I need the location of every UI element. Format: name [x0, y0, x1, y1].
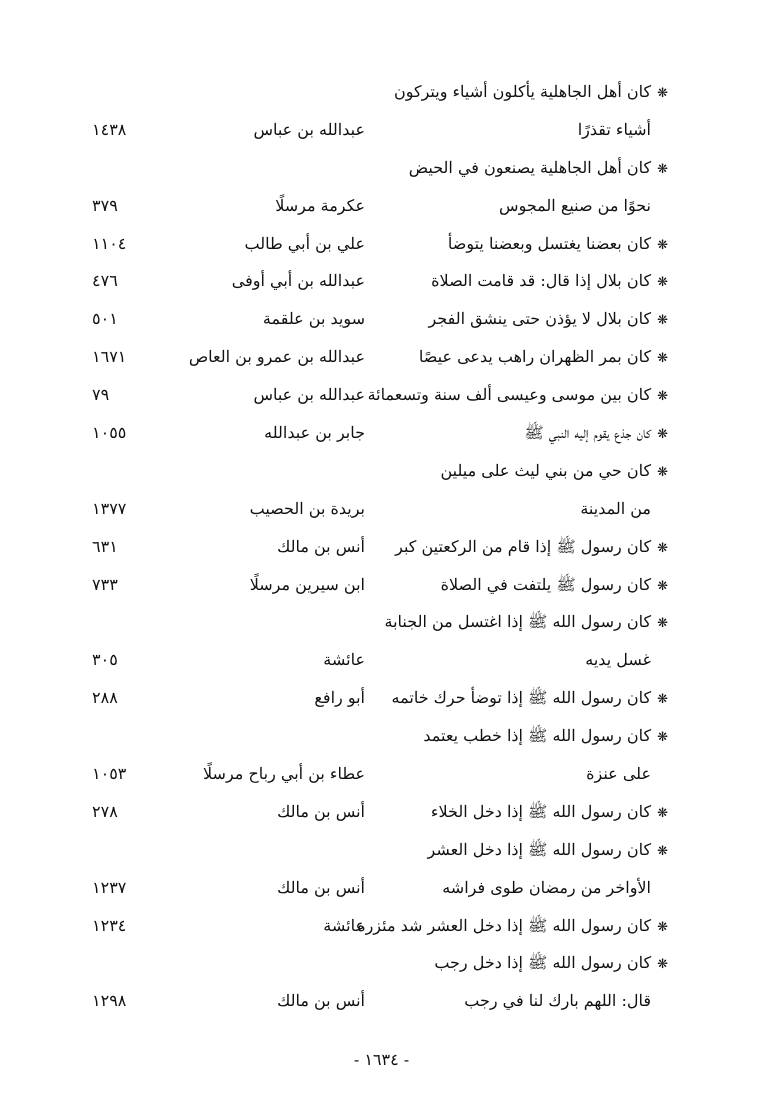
hadith-number: ١٢٣٤ — [92, 915, 127, 935]
index-entry — [0, 793, 763, 831]
hadith-number: ٥٠١ — [92, 309, 118, 329]
narrator: أنس بن مالك — [277, 991, 365, 1011]
hadith-number: ١٦٧١ — [92, 347, 127, 367]
hadith-number: ٣٠٥ — [92, 650, 118, 670]
hadith-number: ٢٨٨ — [92, 688, 118, 708]
narrator: عبدالله بن أبي أوفى — [231, 271, 365, 291]
hadith-index-list — [0, 73, 763, 1020]
entry-marker-icon: ❋ — [657, 464, 668, 480]
hadith-number: ٧٣٣ — [92, 574, 118, 594]
narrator: أنس بن مالك — [277, 536, 365, 556]
index-entry — [0, 944, 763, 982]
hadith-text: ❋كان بمر الظهران راهب يدعى عيصًا — [418, 347, 668, 367]
hadith-number: ٤٧٦ — [92, 271, 118, 291]
entry-marker-icon: ❋ — [657, 957, 668, 973]
narrator: أنس بن مالك — [277, 877, 365, 897]
hadith-text: ❋كان حي من بني ليث على ميلين — [440, 460, 668, 480]
index-entry — [0, 755, 763, 793]
index-entry — [0, 262, 763, 300]
hadith-text: الأواخر من رمضان طوى فراشه — [442, 877, 651, 897]
page-number: - ١٦٣٤ - — [353, 1050, 410, 1069]
hadith-number: ١٠٥٥ — [92, 423, 127, 443]
hadith-text: أشياء تقذرًا — [577, 119, 651, 139]
entry-marker-icon: ❋ — [657, 843, 668, 859]
index-entry — [0, 225, 763, 263]
entry-marker-icon: ❋ — [657, 351, 668, 367]
hadith-number: ١٢٣٧ — [92, 877, 127, 897]
index-entry — [0, 907, 763, 945]
hadith-text: ❋كان بلال إذا قال: قد قامت الصلاة — [431, 271, 668, 291]
index-entry — [0, 73, 763, 111]
index-entry — [0, 869, 763, 907]
hadith-text: ❋كان أهل الجاهلية يأكلون أشياء ويتركون — [393, 82, 668, 101]
narrator: أنس بن مالك — [277, 801, 365, 821]
hadith-text: ❋كان رسول الله ﷺ إذا دخل الخلاء — [430, 801, 668, 821]
narrator: علي بن أبي طالب — [244, 233, 365, 253]
narrator: بريدة بن الحصيب — [249, 498, 365, 518]
hadith-text: قال: اللهم بارك لنا في رجب — [464, 991, 651, 1011]
index-entry — [0, 641, 763, 679]
index-entry — [0, 717, 763, 755]
hadith-text: ❋كان أهل الجاهلية يصنعون في الحيض — [408, 157, 668, 177]
hadith-number: ١٤٣٨ — [92, 119, 127, 139]
hadith-text: ❋كان رسول الله ﷺ إذا خطب يعتمد — [423, 726, 668, 746]
hadith-text: ❋كان بلال لا يؤذن حتى ينشق الفجر — [428, 309, 668, 329]
index-entry — [0, 566, 763, 604]
index-entry — [0, 831, 763, 869]
narrator: عائشة — [323, 915, 365, 935]
hadith-text: من المدينة — [580, 498, 651, 518]
entry-marker-icon: ❋ — [657, 730, 668, 746]
index-entry — [0, 982, 763, 1020]
hadith-number: ٢٧٨ — [92, 801, 118, 821]
hadith-number: ١٢٩٨ — [92, 991, 127, 1011]
narrator: ابن سيرين مرسلًا — [249, 574, 365, 594]
hadith-number: ١١٠٤ — [92, 233, 127, 253]
entry-marker-icon: ❋ — [657, 692, 668, 708]
entry-marker-icon: ❋ — [657, 313, 668, 329]
hadith-text: ❋كان بعضنا يغتسل وبعضنا يتوضأ — [447, 233, 668, 253]
index-entry — [0, 187, 763, 225]
narrator: جابر بن عبدالله — [264, 423, 365, 443]
index-entry — [0, 300, 763, 338]
hadith-number: ٧٩ — [92, 385, 110, 405]
narrator: عبدالله بن عمرو بن العاص — [188, 347, 365, 367]
index-entry — [0, 679, 763, 717]
hadith-text: ❋كان رسول الله ﷺ إذا دخل العشر — [427, 839, 668, 859]
index-entry — [0, 149, 763, 187]
hadith-number: ٦٣١ — [92, 536, 118, 556]
entry-marker-icon: ❋ — [657, 275, 668, 291]
hadith-number: ٣٧٩ — [92, 195, 118, 215]
hadith-text: على عنزة — [586, 764, 651, 784]
index-entry — [0, 338, 763, 376]
entry-marker-icon: ❋ — [657, 161, 668, 177]
hadith-text: ❋كان رسول ﷺ إذا قام من الركعتين كبر — [395, 536, 668, 556]
hadith-text: نحوًا من صنيع المجوس — [499, 195, 651, 215]
narrator: عطاء بن أبي رباح مرسلًا — [202, 764, 365, 784]
hadith-text: ❋كان رسول الله ﷺ إذا توضأ حرك خاتمه — [391, 688, 668, 708]
entry-marker-icon: ❋ — [657, 389, 668, 405]
entry-marker-icon: ❋ — [657, 540, 668, 556]
entry-marker-icon: ❋ — [657, 86, 668, 101]
hadith-text: ❋كان رسول الله ﷺ إذا اغتسل من الجنابة — [384, 612, 668, 632]
entry-marker-icon: ❋ — [657, 616, 668, 632]
index-entry — [0, 490, 763, 528]
hadith-number: ١٣٧٧ — [92, 498, 127, 518]
narrator: أبو رافع — [314, 688, 365, 708]
hadith-text: ❋كان جذع يقوم إليه النبي ﷺ — [524, 423, 668, 443]
entry-marker-icon: ❋ — [657, 919, 668, 935]
hadith-text: غسل يديه — [585, 650, 651, 670]
index-entry — [0, 603, 763, 641]
entry-marker-icon: ❋ — [657, 805, 668, 821]
hadith-text: ❋كان رسول الله ﷺ إذا دخل رجب — [434, 953, 668, 973]
entry-marker-icon: ❋ — [657, 427, 668, 443]
narrator: عبدالله بن عباس — [253, 119, 365, 139]
entry-marker-icon: ❋ — [657, 578, 668, 594]
hadith-text: ❋كان بين موسى وعيسى ألف سنة وتسعمائة — [367, 385, 668, 405]
narrator: عكرمة مرسلًا — [275, 195, 365, 215]
index-entry — [0, 528, 763, 566]
narrator: عائشة — [323, 650, 365, 670]
hadith-number: ١٠٥٣ — [92, 764, 127, 784]
narrator: سويد بن علقمة — [262, 309, 365, 329]
hadith-text: ❋كان رسول الله ﷺ إذا دخل العشر شد مئزره — [357, 915, 668, 935]
index-entry — [0, 452, 763, 490]
index-entry — [0, 414, 763, 452]
index-entry — [0, 111, 763, 149]
entry-marker-icon: ❋ — [657, 237, 668, 253]
hadith-text: ❋كان رسول ﷺ يلتفت في الصلاة — [440, 574, 668, 594]
index-entry — [0, 376, 763, 414]
narrator: عبدالله بن عباس — [253, 385, 365, 405]
